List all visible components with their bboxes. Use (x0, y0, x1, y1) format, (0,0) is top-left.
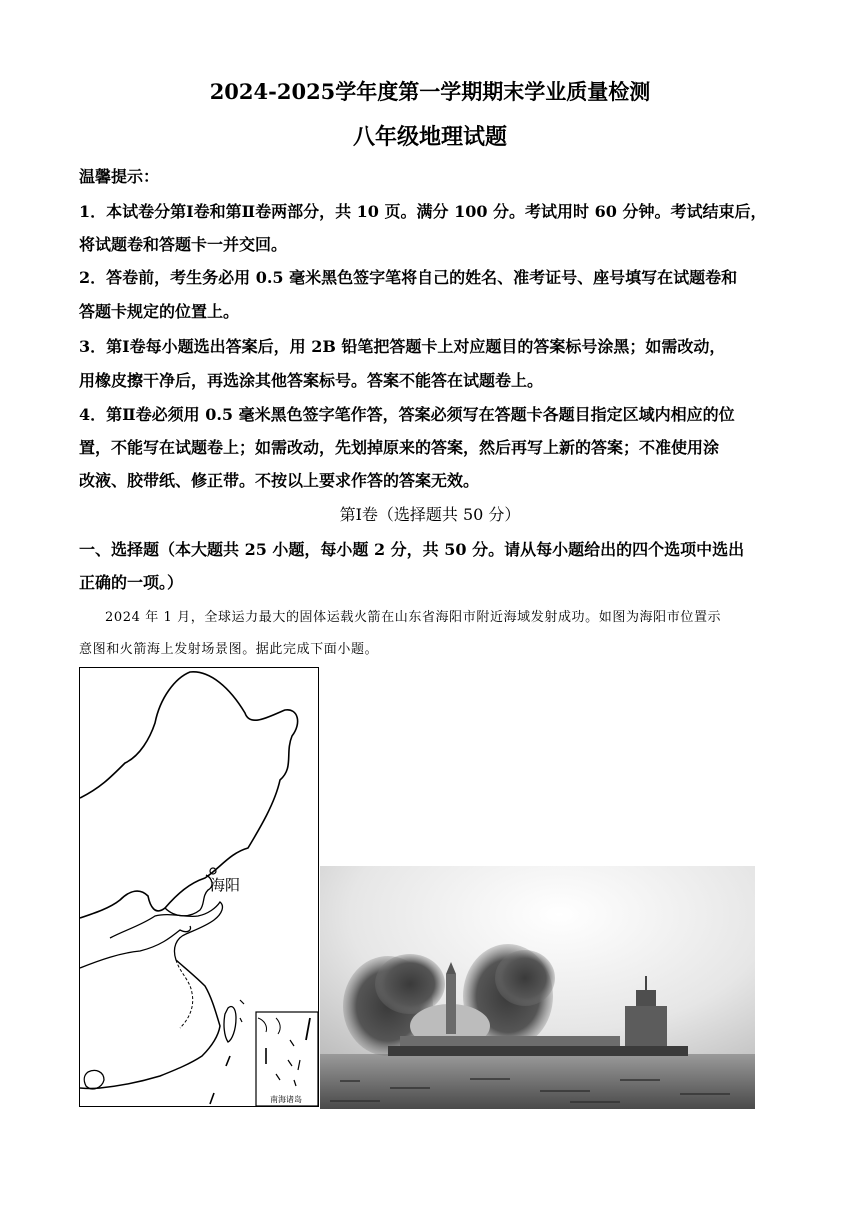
location-map-drawing (80, 668, 319, 1107)
notice-line-3: 2．答卷前，考生务必用 0.5 毫米黑色签字笔将自己的姓名、准考证号、座号填写在试题卷和 (79, 268, 738, 287)
exam-subtitle: 八年级地理试题 (352, 124, 507, 150)
location-map (79, 667, 319, 1107)
intro-line-2: 意图和火箭海上发射场景图。据此完成下面小题。 (79, 642, 379, 657)
notice-line-9: 改液、胶带纸、修正带。不按以上要求作答的答案无效。 (79, 471, 480, 490)
exam-title: 2024-2025学年度第一学期期末学业质量检测 (209, 79, 651, 104)
notice-line-1: 1．本试卷分第Ⅰ卷和第Ⅱ卷两部分，共 10 页。满分 100 分。考试用时 60 分钟。考试结束后， (79, 202, 767, 221)
section-instruction-2: 正确的一项。） (79, 573, 184, 592)
section-title: 第Ⅰ卷（选择题共 50 分） (339, 505, 521, 524)
intro-line-1: 2024 年 1 月，全球运力最大的固体运载火箭在山东省海阳市附近海域发射成功。如图为海阳市位置示 (105, 610, 722, 625)
notice-line-5: 3．第Ⅰ卷每小题选出答案后，用 2B 铅笔把答题卡上对应题目的答案标号涂黑；如需改动， (79, 337, 726, 356)
notice-heading: 温馨提示： (79, 167, 160, 186)
notice-line-7: 4．第Ⅱ卷必须用 0.5 毫米黑色签字笔作答，答案必须写在答题卡各题目指定区域内相应的位 (79, 405, 735, 424)
rocket-launch-photo (320, 866, 755, 1109)
section-instruction-1: 一、选择题（本大题共 25 小题，每小题 2 分，共 50 分。请从每小题给出的四个选项中选出 (79, 540, 745, 559)
notice-line-8: 置，不能写在试题卷上；如需改动，先划掉原来的答案，然后再写上新的答案；不准使用涂 (79, 438, 720, 457)
rocket-launch-drawing (320, 866, 755, 1109)
haiyang-label: 海阳 (210, 876, 241, 894)
inset-label: 南海诸岛 (270, 1095, 302, 1104)
notice-line-6: 用橡皮擦干净后，再选涂其他答案标号。答案不能答在试题卷上。 (79, 371, 544, 390)
notice-line-2: 将试题卷和答题卡一并交回。 (79, 235, 288, 254)
notice-line-4: 答题卡规定的位置上。 (79, 302, 240, 321)
